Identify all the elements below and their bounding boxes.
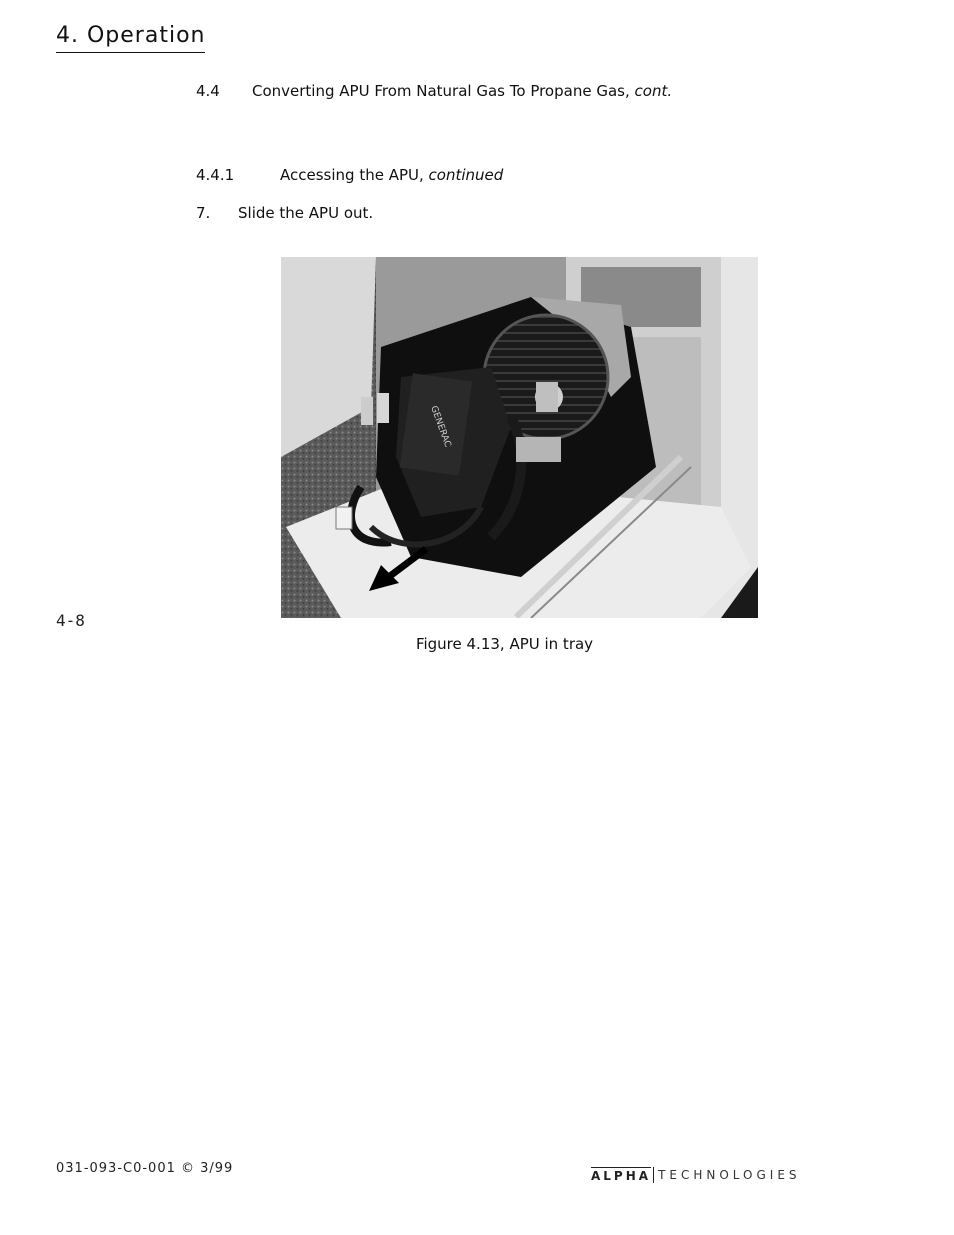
subsection-title-suffix: continued	[428, 166, 504, 184]
document-code: 031-093-C0-001 © 3/99	[56, 1161, 234, 1176]
subsection-heading	[196, 165, 503, 185]
svg-text:GENERAC: GENERAC	[428, 404, 453, 449]
logo-technologies: TECHNOLOGIES	[658, 1168, 801, 1182]
section-number: 4.4	[196, 82, 220, 100]
step-number: 7.	[196, 204, 211, 222]
section-title: Converting APU From Natural Gas To Propane Gas,	[252, 82, 630, 100]
chapter-title: 4. Operation	[56, 22, 205, 53]
logo-alpha: ALPHA	[591, 1169, 652, 1183]
page-number: 4-8	[56, 611, 85, 630]
logo-separator	[653, 1167, 654, 1183]
company-logo	[591, 1166, 801, 1184]
section-title-suffix: cont.	[634, 82, 673, 100]
subsection-title: Accessing the APU,	[280, 166, 424, 184]
step-item	[196, 203, 373, 223]
apu-tray-photo	[281, 257, 758, 618]
figure-caption: Figure 4.13, APU in tray	[415, 635, 594, 653]
step-text: Slide the APU out.	[238, 204, 374, 222]
subsection-number: 4.4.1	[196, 166, 235, 184]
section-heading	[196, 81, 672, 101]
